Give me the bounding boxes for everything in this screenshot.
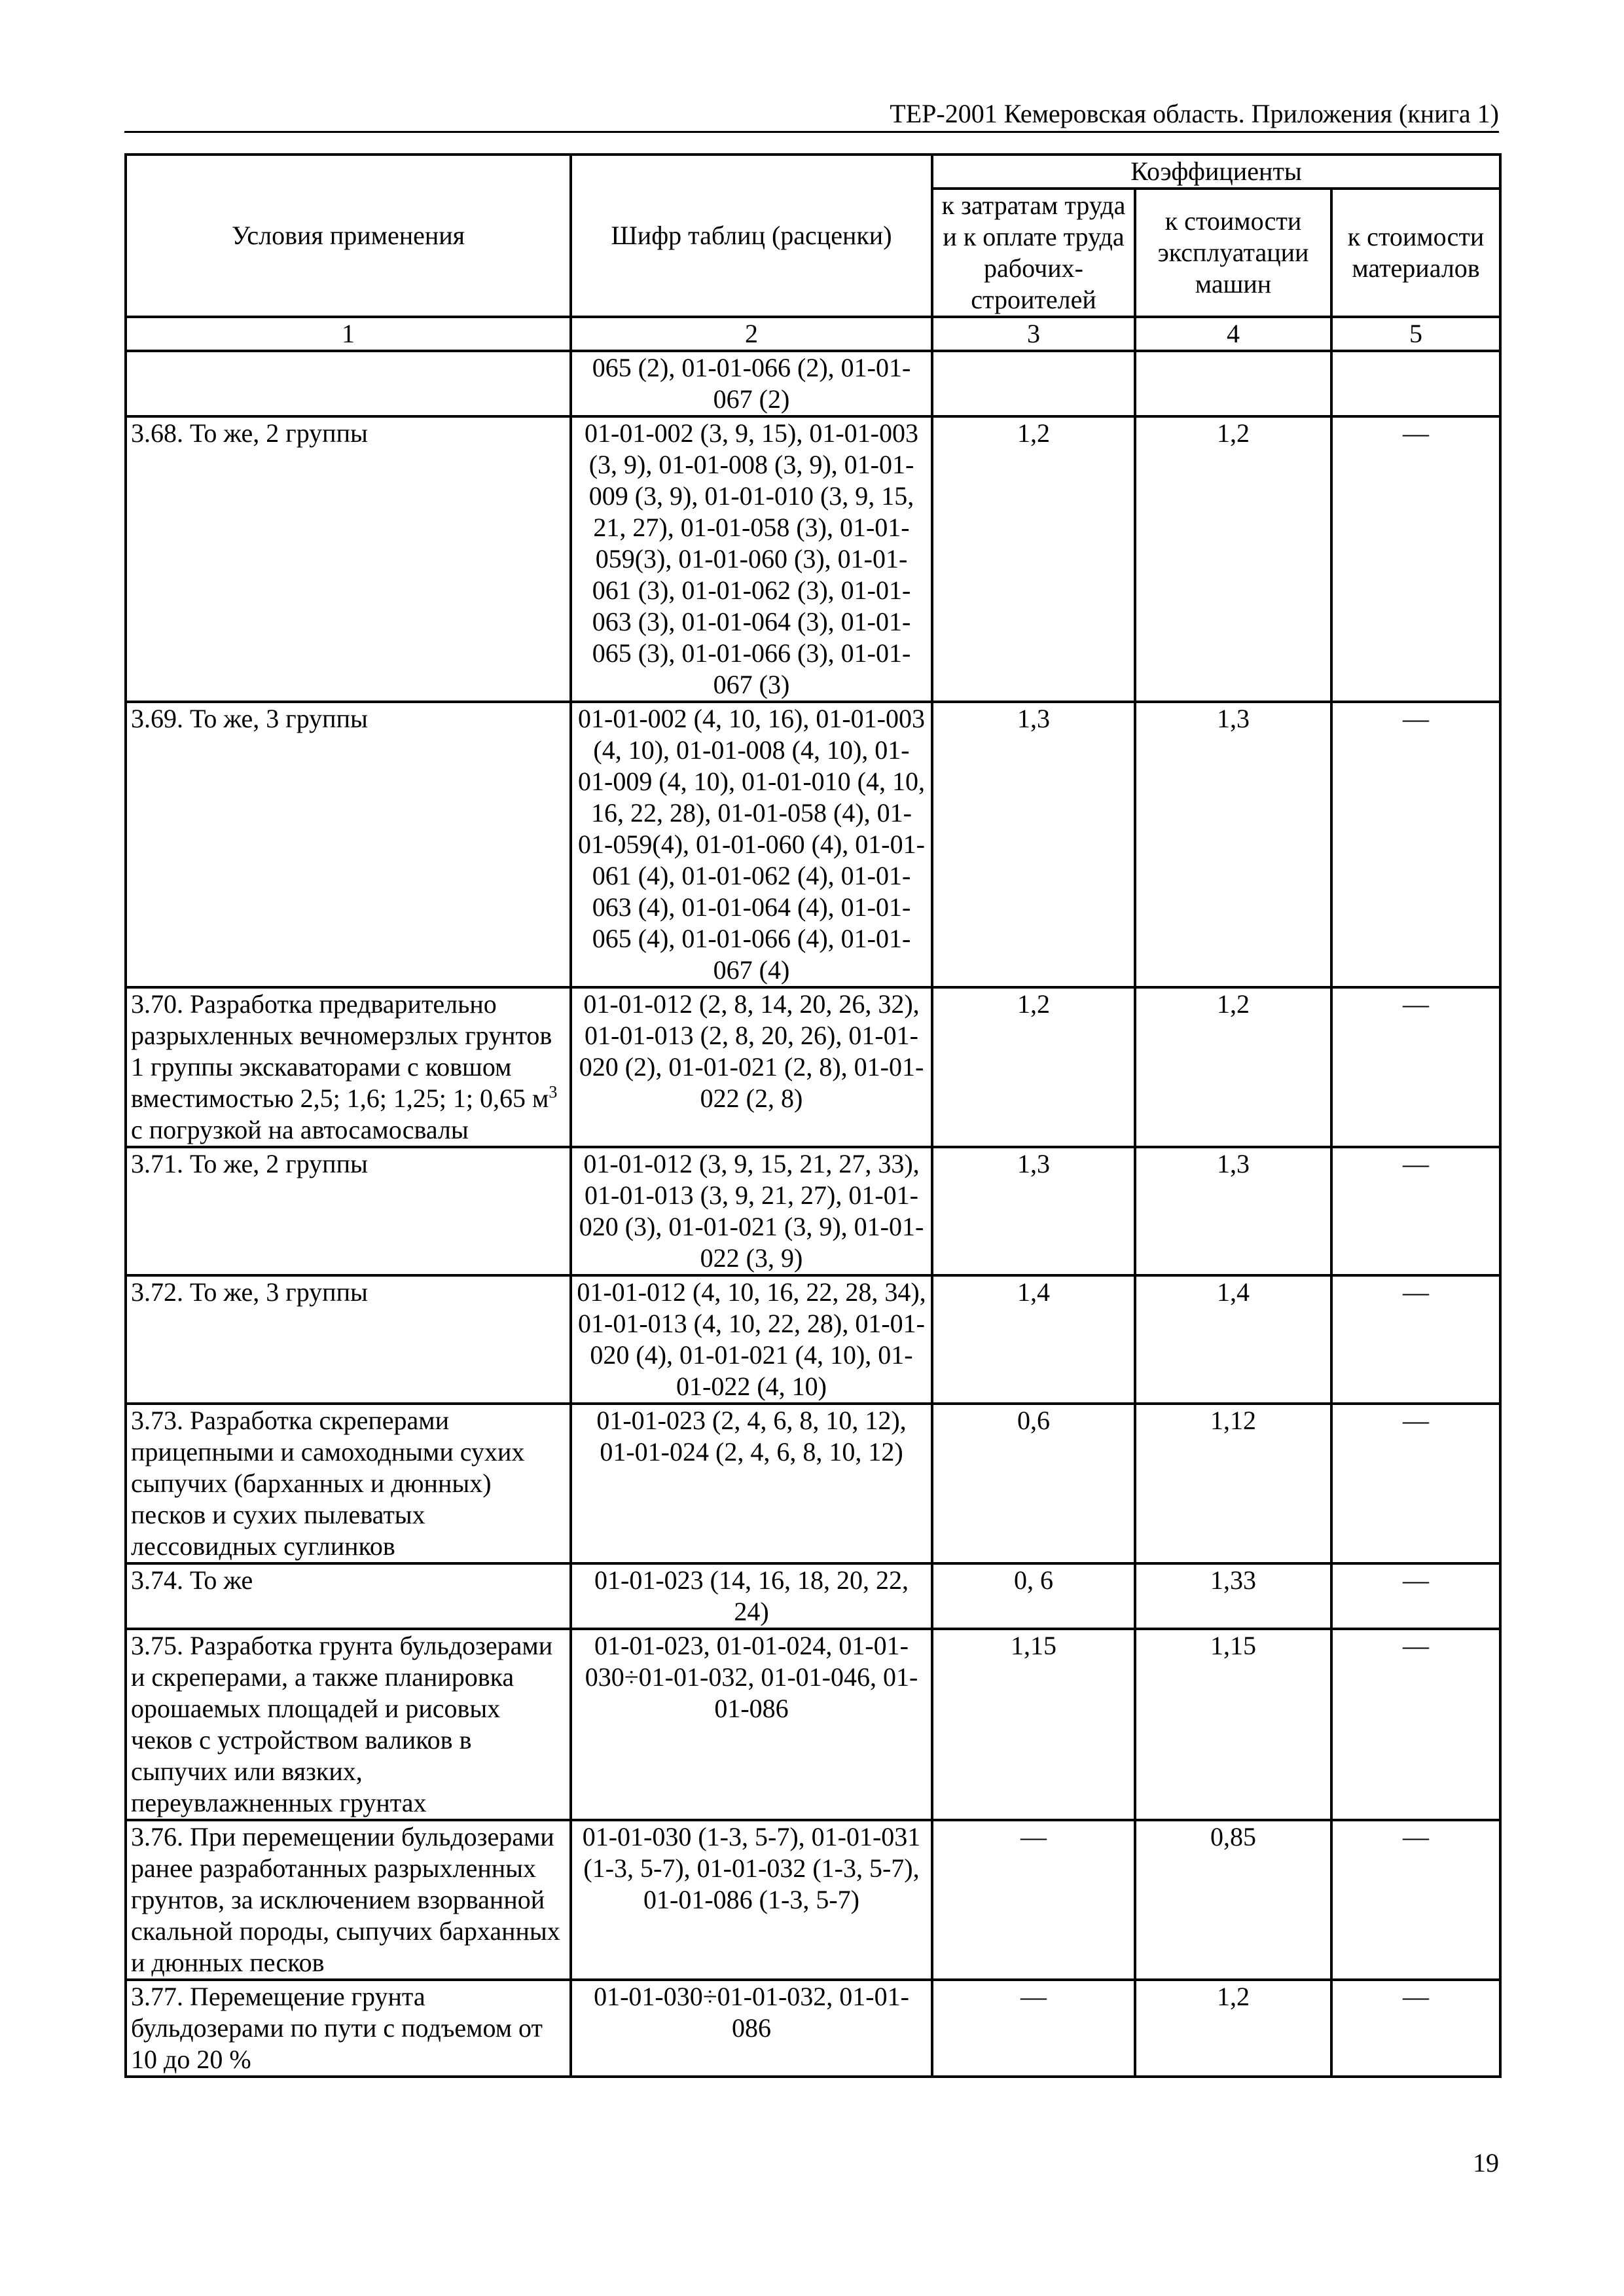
code-cell: 01-01-012 (3, 9, 15, 21, 27, 33), 01-01-013 (3, 9, 21, 27), 01-01-020 (3), 01-01-021 (3, 9), 01-01-022 (3, 9) bbox=[571, 1147, 932, 1275]
machines-cell bbox=[1135, 351, 1331, 416]
header-coefficients: Коэффициенты bbox=[932, 155, 1500, 189]
materials-cell: — bbox=[1331, 1147, 1500, 1275]
table-row bbox=[126, 351, 1500, 416]
condition-cell: 3.69. То же, 3 группы bbox=[126, 702, 571, 987]
condition-text: 3.70. Разработка предварительно разрыхленных вечномерзлых грунтов 1 группы экскаваторами с ковшом вместимостью 2,5; 1,6; 1,25; 1; 0,65 м bbox=[131, 989, 552, 1113]
condition-cell: 3.77. Перемещение грунта бульдозерами по пути с подъемом от 10 до 20 % bbox=[126, 1980, 571, 2077]
header-machines: к стоимости эксплуатации машин bbox=[1135, 189, 1331, 317]
condition-cell: 3.72. То же, 3 группы bbox=[126, 1275, 571, 1404]
header-conditions: Условия применения bbox=[126, 155, 571, 317]
machines-cell: 1,12 bbox=[1135, 1404, 1331, 1563]
condition-cell bbox=[126, 351, 571, 416]
condition-cell bbox=[126, 987, 571, 1147]
materials-cell: — bbox=[1331, 1629, 1500, 1820]
code-cell: 01-01-023 (14, 16, 18, 20, 22, 24) bbox=[571, 1563, 932, 1629]
table-row bbox=[126, 1563, 1500, 1629]
machines-cell: 1,15 bbox=[1135, 1629, 1331, 1820]
condition-text-tail: с погрузкой на автосамосвалы bbox=[131, 1115, 469, 1144]
machines-cell: 1,2 bbox=[1135, 987, 1331, 1147]
table-row bbox=[126, 1275, 1500, 1404]
labor-cell: 1,4 bbox=[932, 1275, 1135, 1404]
table-row bbox=[126, 1404, 1500, 1563]
materials-cell: — bbox=[1331, 416, 1500, 702]
materials-cell: — bbox=[1331, 1275, 1500, 1404]
materials-cell: — bbox=[1331, 1980, 1500, 2077]
code-cell: 01-01-012 (2, 8, 14, 20, 26, 32), 01-01-013 (2, 8, 20, 26), 01-01-020 (2), 01-01-021 (2, 8), 01-01-022 (2, 8) bbox=[571, 987, 932, 1147]
materials-cell: — bbox=[1331, 1563, 1500, 1629]
condition-cell: 3.73. Разработка скреперами прицепными и самоходными сухих сыпучих (барханных и дюнных) песков и сухих пылеватых лессовидных суглинков bbox=[126, 1404, 571, 1563]
superscript: 3 bbox=[549, 1082, 558, 1102]
code-cell: 01-01-023, 01-01-024, 01-01-030÷01-01-032, 01-01-046, 01-01-086 bbox=[571, 1629, 932, 1820]
table-row bbox=[126, 702, 1500, 987]
machines-cell: 1,33 bbox=[1135, 1563, 1331, 1629]
labor-cell: 0,6 bbox=[932, 1404, 1135, 1563]
running-header: ТЕР-2001 Кемеровская область. Приложения (книга 1) bbox=[890, 99, 1499, 128]
table-row bbox=[126, 1820, 1500, 1980]
machines-cell: 1,3 bbox=[1135, 1147, 1331, 1275]
code-cell: 01-01-030 (1-3, 5-7), 01-01-031 (1-3, 5-7), 01-01-032 (1-3, 5-7), 01-01-086 (1-3, 5-7) bbox=[571, 1820, 932, 1980]
condition-cell: 3.75. Разработка грунта бульдозерами и скреперами, а также планировка орошаемых площадей и рисовых чеков с устройством валиков в сыпучих или вязких, переувлажненных грунтах bbox=[126, 1629, 571, 1820]
code-cell: 01-01-012 (4, 10, 16, 22, 28, 34), 01-01-013 (4, 10, 22, 28), 01-01-020 (4), 01-01-021 (4, 10), 01-01-022 (4, 10) bbox=[571, 1275, 932, 1404]
machines-cell: 1,2 bbox=[1135, 416, 1331, 702]
labor-cell: 1,15 bbox=[932, 1629, 1135, 1820]
labor-cell: — bbox=[932, 1820, 1135, 1980]
labor-cell: — bbox=[932, 1980, 1135, 2077]
coefficients-table bbox=[124, 153, 1502, 2078]
labor-cell: 0, 6 bbox=[932, 1563, 1135, 1629]
machines-cell: 1,2 bbox=[1135, 1980, 1331, 2077]
materials-cell: — bbox=[1331, 1820, 1500, 1980]
header-rule bbox=[124, 131, 1499, 133]
labor-cell: 1,3 bbox=[932, 1147, 1135, 1275]
materials-cell: — bbox=[1331, 987, 1500, 1147]
code-cell: 01-01-030÷01-01-032, 01-01-086 bbox=[571, 1980, 932, 2077]
header-labor: к затратам труда и к оплате труда рабочих-строителей bbox=[932, 189, 1135, 317]
labor-cell: 1,2 bbox=[932, 416, 1135, 702]
labor-cell: 1,3 bbox=[932, 702, 1135, 987]
column-number: 4 bbox=[1135, 317, 1331, 351]
materials-cell bbox=[1331, 351, 1500, 416]
code-cell: 01-01-002 (4, 10, 16), 01-01-003 (4, 10), 01-01-008 (4, 10), 01-01-009 (4, 10), 01-01-010 (4, 10, 16, 22, 28), 01-01-058 (4), 01-01-059(4), 01-01-060 (4), 01-01-061 (4), 01-01-062 (4), 01-01-063 (4), 01-01-064 (4), 01-01-065 (4), 01-01-066 (4), 01-01-067 (4) bbox=[571, 702, 932, 987]
labor-cell: 1,2 bbox=[932, 987, 1135, 1147]
labor-cell bbox=[932, 351, 1135, 416]
machines-cell: 0,85 bbox=[1135, 1820, 1331, 1980]
condition-cell: 3.76. При перемещении бульдозерами ранее разработанных разрыхленных грунтов, за исключением взорванной скальной породы, сыпучих барханных и дюнных песков bbox=[126, 1820, 571, 1980]
machines-cell: 1,4 bbox=[1135, 1275, 1331, 1404]
code-cell: 01-01-023 (2, 4, 6, 8, 10, 12), 01-01-024 (2, 4, 6, 8, 10, 12) bbox=[571, 1404, 932, 1563]
table-row bbox=[126, 1147, 1500, 1275]
materials-cell: — bbox=[1331, 702, 1500, 987]
materials-cell: — bbox=[1331, 1404, 1500, 1563]
header-materials: к стоимости материалов bbox=[1331, 189, 1500, 317]
condition-cell: 3.68. То же, 2 группы bbox=[126, 416, 571, 702]
machines-cell: 1,3 bbox=[1135, 702, 1331, 987]
column-number: 1 bbox=[126, 317, 571, 351]
condition-cell: 3.74. То же bbox=[126, 1563, 571, 1629]
header-code: Шифр таблиц (расценки) bbox=[571, 155, 932, 317]
table-row bbox=[126, 1980, 1500, 2077]
condition-cell: 3.71. То же, 2 группы bbox=[126, 1147, 571, 1275]
column-number: 2 bbox=[571, 317, 932, 351]
table-row bbox=[126, 416, 1500, 702]
column-number: 5 bbox=[1331, 317, 1500, 351]
column-number: 3 bbox=[932, 317, 1135, 351]
code-cell: 065 (2), 01-01-066 (2), 01-01-067 (2) bbox=[571, 351, 932, 416]
page-number: 19 bbox=[1473, 2148, 1499, 2178]
table-row bbox=[126, 987, 1500, 1147]
code-cell: 01-01-002 (3, 9, 15), 01-01-003 (3, 9), 01-01-008 (3, 9), 01-01-009 (3, 9), 01-01-010 (3, 9, 15, 21, 27), 01-01-058 (3), 01-01-059(3), 01-01-060 (3), 01-01-061 (3), 01-01-062 (3), 01-01-063 (3), 01-01-064 (3), 01-01-065 (3), 01-01-066 (3), 01-01-067 (3) bbox=[571, 416, 932, 702]
table-row bbox=[126, 1629, 1500, 1820]
